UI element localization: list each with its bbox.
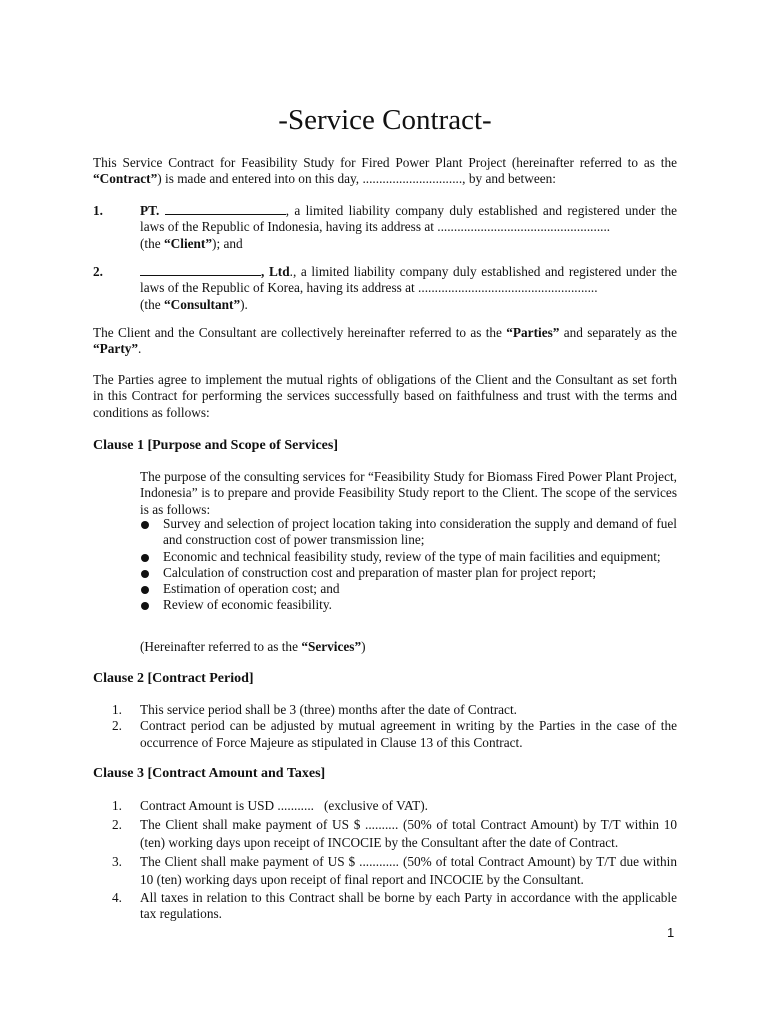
party-2-text: , Ltd., a limited liability company duly established and registered under the laws of the Republic of Korea, having its address at ...................................................... (the “Consultant”). (140, 264, 677, 312)
list-item: 3. The Client shall make payment of US $ ............ (50% of total Contract Amount) by T/T due within 10 (ten) working days upon receipt of final report and INCOCIE by the Consultant. (112, 853, 677, 887)
intro-paragraph: This Service Contract for Feasibility Study for Fired Power Plant Project (hereinafter referred to as the “Contract”) is made and entered into on this day, .............................., by and between: (93, 155, 677, 187)
list-item: 1. This service period shall be 3 (three) months after the date of Contract. (112, 702, 517, 717)
bullet-icon (141, 602, 149, 610)
blank-line (165, 203, 286, 215)
bullet-icon (141, 570, 149, 578)
clause-2-heading: Clause 2 [Contract Period] (93, 671, 254, 686)
agreement-paragraph: The Parties agree to implement the mutual rights of obligations of the Client and the Consultant as set forth in this Contract for performing the services successfully based on faithfulness and trust with the terms and conditions as follows: (93, 372, 677, 420)
clause-1-bullets (140, 516, 677, 614)
clause-1-body: The purpose of the consulting services for “Feasibility Study for Biomass Fired Power Plant Project, Indonesia” is to prepare and provide Feasibility Study report to the Client. The scope of the services is as follows: (140, 469, 677, 517)
list-item: 4. All taxes in relation to this Contract shall be borne by each Party in accordance with the applicable tax regulations. (112, 889, 677, 921)
list-item: Survey and selection of project location taking into consideration the supply and demand of fuel and construction cost of power transmission line; (140, 516, 677, 549)
party-1-text: PT. , a limited liability company duly established and registered under the laws of the Republic of Indonesia, having its address at .................................................... (the “Client”); and (140, 203, 678, 251)
services-note: (Hereinafter referred to as the “Services”) (140, 639, 366, 654)
bullet-icon (141, 554, 149, 562)
list-item: Review of economic feasibility. (140, 597, 677, 613)
list-item: Economic and technical feasibility study, review of the type of main facilities and equipment; (140, 549, 677, 565)
party-2-number: 2. (93, 264, 103, 279)
collective-paragraph: The Client and the Consultant are collectively hereinafter referred to as the “Parties” and separately as the “Party”. (93, 325, 677, 357)
clause-2-list (112, 702, 677, 751)
list-item: Estimation of operation cost; and (140, 581, 677, 597)
list-item: 1. Contract Amount is USD ........... (exclusive of VAT). (112, 798, 428, 813)
clause-1-heading: Clause 1 [Purpose and Scope of Services] (93, 438, 338, 453)
bullet-icon (141, 521, 149, 529)
page-title: -Service Contract- (278, 104, 492, 136)
party-1-number: 1. (93, 203, 103, 218)
page-number: 1 (667, 925, 675, 940)
clause-3-list (112, 797, 677, 922)
list-item: 2. The Client shall make payment of US $ .......... (50% of total Contract Amount) by T/T within 10 (ten) working days upon receipt of INCOCIE by the Consultant after the date of Contract. (112, 816, 677, 850)
bullet-icon (141, 586, 149, 594)
blank-line (140, 264, 261, 276)
list-item: Calculation of construction cost and preparation of master plan for project report; (140, 565, 677, 581)
list-item: 2. Contract period can be adjusted by mutual agreement in writing by the Parties in the case of the occurrence of Force Majeure as stipulated in Clause 13 of this Contract. (112, 718, 677, 750)
clause-3-heading: Clause 3 [Contract Amount and Taxes] (93, 766, 326, 781)
